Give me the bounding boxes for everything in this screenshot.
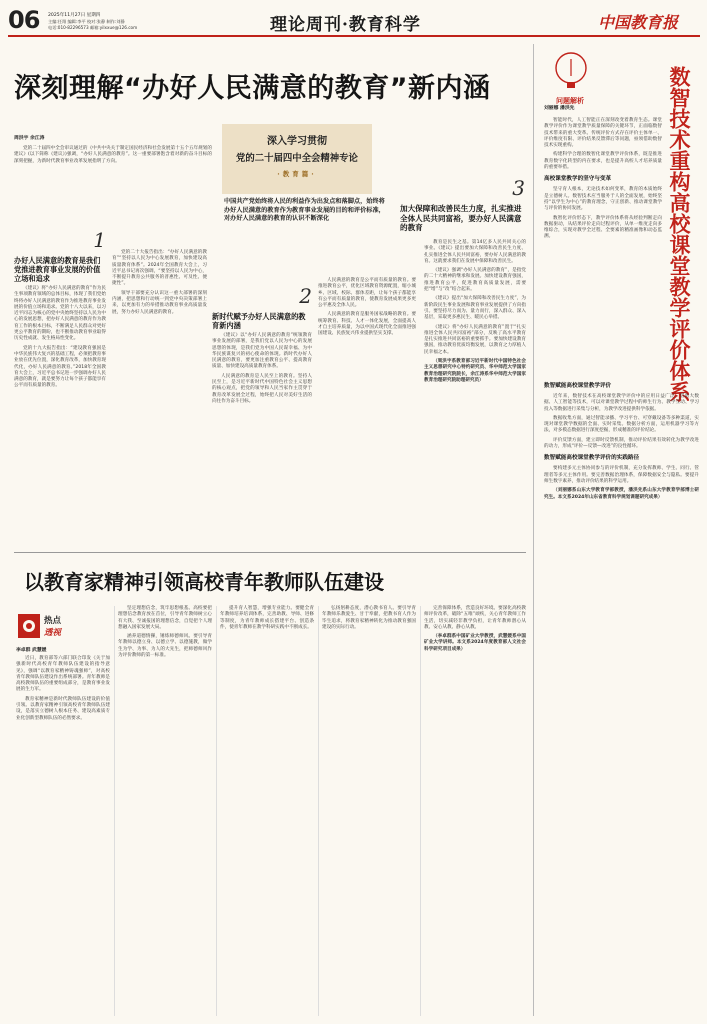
article2-s2-para3: 评价反馈方面，建立即时反馈机制，推动评价结果有效转化为教学改进的动力，形成“评价—反馈—改进”的良性循环。 bbox=[544, 437, 699, 450]
article3-para3: 坚定理想信念，筑牢思想根基。高校要把理想信念教育放在首位，引导青年教师树立心有大我、至诚报国的理想信念，自觉把个人理想融入国家发展大局。 bbox=[118, 606, 212, 630]
article2-sub2: 数智赋能高校课堂教学评价 bbox=[544, 383, 612, 389]
section2-title: 新时代赋予办好人民满意的教育新内涵 bbox=[212, 312, 306, 330]
mid-divider bbox=[14, 552, 526, 553]
article2-s1-para1: 坚守育人根本，无论技术如何变革，教育的本质始终是立德树人。数智技术应当服务于人的全面发展，始终坚持“以学生为中心”的教育理念，守正创新、推动课堂教学与评价的协同发展。 bbox=[544, 187, 662, 212]
article2-sub1: 高校课堂教学的坚守与变革 bbox=[544, 176, 612, 183]
date-line: 2025年11月27日 星期四 bbox=[48, 13, 101, 18]
page-number: 06 bbox=[8, 6, 40, 34]
section3-para2: 《建议》强调“办好人民满意的教育”，是指党的二十大精神的继承和发展。加快建设教育强国，推进教育公平，促进教育高质量发展，需要把“增”与“改”结合起来。 bbox=[424, 268, 526, 293]
article3-author-note: （李卓群系中国矿业大学教授，武慧媛系中国矿业大学讲师。本文系2024年度教育部人文社会科学研究项目成果） bbox=[424, 634, 526, 652]
article3-para5: 提升育人智慧，增强专业能力。要健全青年教师培养培训体系，完善助教、导师、进修等制度，为青年教师成长搭建平台、创造条件，使青年教师在教学科研实践中不断成长。 bbox=[220, 606, 314, 630]
article2-sub3: 数智赋能高校课堂教学评价的实践路径 bbox=[544, 455, 640, 462]
section1-para4: 领导干部要充分认识这一重大部署的深刻内涵，把思想和行动统一到党中央决策部署上来，以更加有力的举措推动教育事业高质量发展，努力办好人民满意的教育。 bbox=[112, 290, 207, 315]
kicker-label: 问题解析 bbox=[556, 97, 584, 105]
article1-section3 bbox=[424, 240, 526, 387]
section-title: 理论周刊·教育科学 bbox=[270, 15, 421, 35]
section1-para3: 党的二十大报告指出：“办好人民满意的教育”“坚持以人民为中心发展教育，加快建设高质量教育体系”。2024年全国教育大会上，习近平总书记再次强调，“要坚持以人民为中心，不断提升教育公共服务的普惠性、可及性、便捷性”。 bbox=[112, 250, 207, 287]
article3-para2: 教育家精神是新时代教师队伍建设的价值引领。以教育家精神引领高校青年教师队伍建设，是落实立德树人根本任务、建设高素质专业化创新型教师队伍的必然要求。 bbox=[16, 696, 110, 721]
section3-para3: 《建议》提出“加大保障和改善民生力度”，为新阶段民生事业发展和教育事业发展提供了方向指引。要坚持尽力而为、量力而行，深入群众、深入基层，采取更多惠民生、暖民心举措。 bbox=[424, 296, 526, 321]
section2-para4: 人民满意的教育是服务国家战略的教育。要统筹教育、科技、人才一体化发展，全面提高人才自主培养质量，为以中国式现代化全面推进强国建设、民族复兴伟业提供坚实支撑。 bbox=[318, 312, 416, 337]
section2-number: 2 bbox=[299, 284, 312, 308]
column-line3: ·教育篇· bbox=[277, 170, 317, 178]
section1-para1: 《建议》将“办好人民满意的教育”作为民生事项教育领域的总体目标，体现了我们党始终将办好人民满意的教育作为推进教育事业发展的价值立场和追求。党的十八大以来，以习近平同志为核心的党中央始终坚持以人民为中心的发展思想，把办好人民满意的教育作为教育工作的根本目标，不断满足人民群众对更好更公平教育的期盼，也不断推动教育事业取得历史性成就、发生格局性变化。 bbox=[14, 286, 106, 342]
article2-author-note: （刘丽娜系山东大学教育学部教授，潘洪先系山东大学教育学部博士研究生。本文系2024年山东省教育科学规划课题研究成果） bbox=[544, 488, 699, 500]
article2-s2-para2: 数据收集方面，通过智能录播、学习平台、可穿戴设备等多种渠道，实现对课堂教学数据的全面、实时采集。数据分析方面，运用机器学习等方法，对多模态数据进行深度挖掘，形成精准的评价结论。 bbox=[544, 415, 699, 434]
section3-para4: 《建议》将“办好人民满意的教育”置于“扎实推进全体人民共同富裕”部分，反映了高水平教育是扎实推进共同富裕的重要抓手。要加快建设教育强国，推动教育优质均衡发展，以教育之力厚植人民幸福之本。 bbox=[424, 324, 526, 355]
article1-section3-head bbox=[400, 150, 525, 236]
badge-line1: 热点 bbox=[44, 616, 62, 626]
editors-line: 主编:任翔 编辑:李平 校对:张静 制作:刘静 bbox=[48, 19, 125, 24]
section2-para1: 《建议》以“办好人民满意的教育”统领教育事业发展的部署，是我们党以人民为中心的发展思想的体现，是我们党为中国人民谋幸福、为中华民族谋复兴的初心使命的体现。新时代办好人民满意的教育，要更加注重教育公平、提高教育质量、加快建设高质量教育体系。 bbox=[212, 333, 312, 370]
article3-para4: 涵养道德情操，锤炼师德师风。要引导青年教师以德立身、以德立学、以德施教，做学生为学、为事、为人的大先生，把师德师风作为评价教师的第一标准。 bbox=[118, 634, 212, 659]
header-info bbox=[48, 13, 168, 31]
article3-para6: 弘扬躬耕态度，潜心教书育人。要引导青年教师乐教爱生、甘于奉献，把教书育人作为毕生追求，将教育家精神转化为推动教育强国建设的实际行动。 bbox=[322, 606, 416, 630]
article1-lead: 中国共产党始终将人民的利益作为出发点和落脚点，始终将办好人民满意的教育作为教育事业发展的目的和评价标准，对办好人民满意的教育的认识不断深化 bbox=[224, 198, 385, 223]
article1-section1-cont bbox=[112, 250, 207, 319]
article2-para2: 构建科学合理的数智化课堂教学评价体系，既是推进教育数字化转型的内在要求，也是提升高校人才培养质量的重要举措。 bbox=[544, 152, 662, 171]
special-column-box bbox=[222, 124, 372, 194]
article2-s3-para1: 要构建多元主体协同参与的评价机制，充分发挥教师、学生、同行、管理者等多元主体作用。要完善数据治理体系，保障数据安全与隐私。要提升师生数字素养，推动评价结果的科学运用。 bbox=[544, 466, 699, 484]
col-sep-1 bbox=[114, 606, 115, 1016]
sidebar-divider bbox=[533, 44, 534, 1016]
article2-para1: 智能时代，人工智能正在深刻改变着教育生态。课堂教学评价作为课堂教学质量保障的关键环节，正面临数智技术带来的重大变革。传统评价方式存在评价主体单一、评价维度有限、评价结果反馈滞后等问题，亟须借助数智技术实现重构。 bbox=[544, 118, 662, 149]
article3-col4 bbox=[322, 606, 416, 634]
article1-section2-cont bbox=[318, 278, 416, 341]
col-sep-2 bbox=[216, 606, 217, 1016]
article1-section2 bbox=[212, 272, 312, 408]
column-line2: 党的二十届四中全会精神专论 bbox=[236, 153, 358, 164]
section1-para2: 党的十九大报告指出：“建设教育强国是中华民族伟大复兴的基础工程，必须把教育事业放在优先位置，深化教育改革，加快教育现代化，办好人民满意的教育。”2018年全国教育大会上，习近平总书记进一步强调办好人民满意的教育，就是要努力让每个孩子都能享有公平而有质量的教育。 bbox=[14, 345, 106, 389]
article3-col3 bbox=[220, 606, 314, 634]
contact-line: 电话:010-82296573 邮箱:yilxxue@126.com bbox=[48, 25, 138, 30]
article2-s1-para2: 数智化评价形态下，教学评价体系将从经验判断走向数据驱动，从结果评价走向过程评价，从单一维度走向多维综合，实现对教学全过程、全要素的精准画像和动态监测。 bbox=[544, 215, 662, 240]
article3-author: 李卓群 武慧媛 bbox=[16, 648, 47, 653]
article3-col5 bbox=[424, 606, 526, 656]
section3-para1: 教育是民生之基。第14亿多人民共同关心的事业。《建议》提出要加大保障和改善民生力度、扎实推进全体人民共同富裕，要办好人民满意的教育。这就要求我们在发展中保障和改善民生。 bbox=[424, 240, 526, 264]
article1-headline: 深刻理解“办好人民满意的教育”新内涵 bbox=[14, 73, 491, 104]
section2-para3: 人民满意的教育是公平而有质量的教育。要推进教育公平，优化区域教育资源配置，缩小城乡、区域、校际、群体差距，让每个孩子都能享有公平而有质量的教育，使教育发展成果更多更公平惠及全体人民。 bbox=[318, 278, 416, 309]
section3-number: 3 bbox=[512, 176, 525, 200]
article1-intro-column bbox=[14, 146, 212, 168]
column-line1: 深入学习贯彻 bbox=[267, 136, 327, 147]
badge-line2: 透视 bbox=[44, 628, 62, 638]
article3-headline: 以教育家精神引领高校青年教师队伍建设 bbox=[24, 570, 384, 594]
article1-section1 bbox=[14, 198, 106, 393]
section1-number: 1 bbox=[93, 228, 106, 252]
paper-name: 中国教育报 bbox=[598, 13, 679, 32]
article1-author-note: （周洪宇系教育部习近平新时代中国特色社会主义思想研究中心特约研究员、华中师范大学国家教育治理研究院院长，余江涛系华中师范大学国家教育治理研究院助理研究员） bbox=[424, 359, 526, 383]
article3-para1: 近日，教育部等六部门联合印发《关于加强新时代高校青年教师队伍建设的指导意见》，强调“以教育家精神铸魂强师”，对高校青年教师队伍建设作出系统部署。青年教师是高校教师队伍的重要组成部分，是教育事业发展的生力军。 bbox=[16, 656, 110, 693]
section1-title: 办好人民满意的教育是我们党推进教育事业发展的价值立场和追求 bbox=[14, 256, 101, 283]
col-sep-3 bbox=[318, 606, 319, 1016]
section3-title: 加大保障和改善民生力度，扎实推进全体人民共同富裕，要办好人民满意的教育 bbox=[400, 204, 522, 232]
section2-para2: 人民满意的教育是人民至上的教育。坚持人民至上，是习近平新时代中国特色社会主义思想的核心观点，把党的领导和人民当家作主贯穿于教育改革发展全过程，始终把人民对美好生活的向往作为奋斗目标。 bbox=[212, 373, 312, 404]
col-sep-4 bbox=[420, 606, 421, 1016]
article3-para7: 完善保障体系，营造良好环境。要深化高校教师评价改革，破除“五唯”顽疾，关心青年教师工作生活，切实减轻非教学负担，让青年教师潜心从教、安心从教、静心从教。 bbox=[424, 606, 526, 630]
header-rule bbox=[8, 35, 700, 37]
article2-s2-para1: 近年来，数智技术在高校课堂教学评价中的应用日益广泛。借助大数据、人工智能等技术，可以对课堂教学过程中的师生行为、教学互动、学习投入等数据进行采集与分析，为教学改进提供科学依据。 bbox=[544, 394, 699, 412]
hot-topic-badge bbox=[16, 606, 80, 642]
article2-headline: 数智技术重构高校课堂教学评价体系 bbox=[667, 66, 691, 402]
article2-author: 刘丽娜 潘洪先 bbox=[544, 106, 575, 111]
article1-author: 周洪宇 余江涛 bbox=[14, 136, 45, 141]
article2-body bbox=[544, 118, 662, 244]
lightbulb-icon bbox=[546, 46, 596, 96]
article3-col1 bbox=[16, 656, 110, 725]
article1-intro: 党的二十届四中全会审议通过的《中共中央关于制定国民经济和社会发展第十五个五年规划的建议》(以下简称《建议》)强调，“办好人民满意的教育”。这一重要部署饱含着对新的奋斗目标的深刻把握，为新时代教育事业改革发展指明了方向。 bbox=[14, 146, 212, 164]
kicker-emblem bbox=[546, 46, 596, 96]
article2-body2 bbox=[544, 378, 699, 504]
article3-col2 bbox=[118, 606, 212, 662]
